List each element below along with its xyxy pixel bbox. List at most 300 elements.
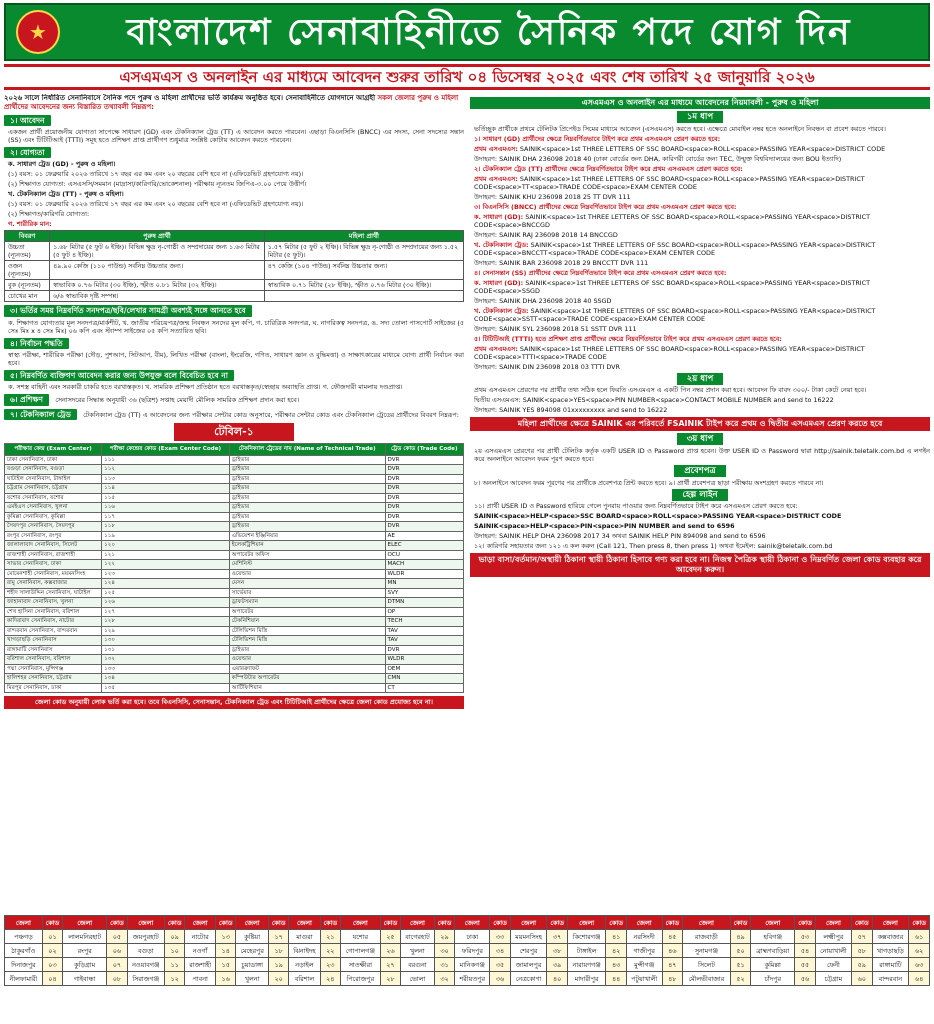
exam-cell: DVR xyxy=(385,484,463,494)
table-row xyxy=(5,636,464,646)
district-code-note: জেলা কোড অনুযায়ী লোক ভর্তি করা হবে। তবে বিএনসিসি, সেনাসন্তান, টেকনিক্যাল ট্রেড এবং টিটিটিআই প্রার্থীদের ক্ষেত্রে জেলা কোড প্রযোজ্য হবে না। xyxy=(4,696,464,708)
exam-cell: ১২৩ xyxy=(102,569,230,579)
exam-cell: টেলিভিশন মিস্ত্রি xyxy=(229,626,385,636)
exam-cell: DVR xyxy=(385,465,463,475)
district-code: ০৫ xyxy=(107,930,127,944)
exam-cell: ১১৭ xyxy=(102,512,230,522)
table-row xyxy=(5,493,464,503)
eligibility-tt-age: (১) বয়স: ০১ ফেব্রুয়ারি ২০২৬ তারিখে ১৭ বছর এর কম এবং ২০ বছরের বেশি হবে না (এফিডেভিট গ্রহণযোগ্য নয়)। xyxy=(8,200,304,209)
district-name: রংপুর xyxy=(63,944,107,958)
district-name: লক্ষ্মীপুর xyxy=(815,930,851,944)
district-name: বগুড়া xyxy=(127,944,164,958)
exam-cell: এয়ারক্র্যাফট xyxy=(229,664,385,674)
exam-cell: ১১১ xyxy=(102,455,230,465)
district-code: ৩৪ xyxy=(490,944,510,958)
phys-cell: ১.৫৭ মিটার (৫ ফুট ২ ইঞ্চি)। বিভিন্ন ক্ষুদ্র নৃ-গোষ্ঠী ও সম্প্রদায়ের জন্য ১.৫২ মিটার (৫ ফুট)। xyxy=(264,242,463,261)
district-name: পিরোজপুর xyxy=(341,972,381,986)
district-code: ৪১ xyxy=(606,930,626,944)
address-note: ভাড়া বাসা/বর্তমান/অস্থায়ী ঠিকানা স্থায়ী ঠিকানা হিসাবে গণ্য করা হবে না। নিজস্ব পৈত্রিক স্থায়ী ঠিকানা ও নিম্নবর্ণিত জেলা কোড ব্যবহার করে আবেদন করুন। xyxy=(470,553,930,577)
ss-tt-sms-format: খ. টেকনিক্যাল ট্রেড: SAINIK<space>1st THREE LETTERS OF SSC BOARD<space>ROLL<space>PASSING YEAR<space>DISTRICT CODE<space>SSTT<space>TRADE CODE<space>EXAM CENTER CODE xyxy=(474,306,876,323)
physical-standard-table xyxy=(4,230,464,302)
section-title: ২। যোগ্যতা xyxy=(4,147,51,158)
phys-head: বিবরণ xyxy=(5,231,50,242)
section-text: সেনাসদরের সিদ্ধান্ত অনুযায়ী ৩৬ (ছত্রিশ) সপ্তাহ মেয়াদী মৌলিক সামরিক প্রশিক্ষণ প্রদান করা হবে। xyxy=(55,396,300,405)
district-name: শরীয়তপুর xyxy=(455,972,490,986)
tt-example: উদাহরণ: SAINIK KHU 236098 2018 25 TT DVR 111 xyxy=(474,192,631,201)
district-name: পাবনা xyxy=(185,972,216,986)
exam-cell: ১৩৩ xyxy=(102,664,230,674)
phys-cell: উচ্চতা (ন্যূনতম) xyxy=(5,242,50,261)
district-code: ২৬ xyxy=(380,944,400,958)
district-head-name: জেলা xyxy=(455,916,490,930)
district-name: নরসিংদী xyxy=(626,930,662,944)
district-name: সিরাজগঞ্জ xyxy=(127,972,164,986)
phys-cell xyxy=(264,291,463,302)
exam-cell: রাজশাহী সেনানিবাস, রাজশাহী xyxy=(5,550,102,560)
exam-cell: ১৩১ xyxy=(102,645,230,655)
district-code: ৪৮ xyxy=(662,972,682,986)
district-name: জয়পুরহাট xyxy=(127,930,164,944)
ss-sms-format: ক. সাধারণ (GD): SAINIK<space>1st THREE LETTERS OF SSC BOARD<space>ROLL<space>PASSING YEAR<space>DISTRICT CODE<space>SSGD xyxy=(474,278,871,295)
exam-head: পরীক্ষার কেন্দ্র (Exam Center) xyxy=(5,443,102,455)
district-code: ৫৬ xyxy=(795,972,815,986)
admit-card-heading: প্রবেশপত্র xyxy=(470,466,930,477)
section-application xyxy=(4,115,464,144)
district-head-name: জেলা xyxy=(626,916,662,930)
district-head-name: জেলা xyxy=(567,916,606,930)
district-name: গোপালগঞ্জ xyxy=(341,944,381,958)
district-code: ২৯ xyxy=(434,930,454,944)
table-row xyxy=(5,512,464,522)
exam-cell: টেলিভিশন মিস্ত্রি xyxy=(229,636,385,646)
exam-cell: ওয়েল্ডার xyxy=(229,569,385,579)
exam-cell: ঘাটাইল সেনানিবাস, টাঙ্গাইল xyxy=(5,474,102,484)
bncc-title: ৩। বিএনসিসি (BNCC) প্রার্থীদের ক্ষেত্রে নিম্নবর্ণিতভাবে টাইপ করে প্রথম এসএমএস প্রেরণ করতে হবে: xyxy=(474,202,737,211)
table-row xyxy=(5,617,464,627)
phys-row xyxy=(5,242,464,261)
district-code: ১১ xyxy=(164,958,184,972)
district-code: ১৫ xyxy=(215,958,235,972)
exam-cell: আর্টিফিশিয়ান xyxy=(229,683,385,693)
district-code: ২১ xyxy=(320,930,340,944)
physical-standard-title: গ. শারীরিক মান: xyxy=(8,220,52,229)
left-column xyxy=(4,94,464,912)
district-head-code: কোড xyxy=(268,916,288,930)
eligibility-tt: খ. টেকনিক্যাল ট্রেড (TT) - পুরুষ ও মহিলা। xyxy=(8,190,124,199)
exam-cell: ১১৬ xyxy=(102,503,230,513)
gd-example: উদাহরণ: SAINIK DHA 236098 2018 40 (ঢাকা বোর্ডের জন্য DHA, কারিগরী বোর্ডের জন্য TEC, উন্মুক্ত বিশ্ববিদ্যালয়ের জন্য BOU ইত্যাদি) xyxy=(474,154,842,163)
district-head-name: জেলা xyxy=(751,916,795,930)
exam-center-table xyxy=(4,443,464,694)
district-name: ফরিদপুর xyxy=(455,944,490,958)
district-name: নওগাঁ xyxy=(185,944,216,958)
female-note: মহিলা প্রার্থীদের ক্ষেত্রে SAINIK এর পরিবর্তে FSAINIK টাইপ করে প্রথম ও দ্বিতীয় এসএমএস প্রেরণ করতে হবে xyxy=(470,417,930,431)
exam-cell: TAV xyxy=(385,626,463,636)
district-name: কিশোরগঞ্জ xyxy=(567,930,606,944)
district-code: ১৯ xyxy=(268,958,288,972)
table-row xyxy=(5,683,464,693)
exam-cell: রাঙ্গামাটি সেনানিবাস xyxy=(5,645,102,655)
exam-head: টেকনিক্যাল ট্রেডের নাম (Name of Technical Trade) xyxy=(229,443,385,455)
section-text: ক. সশস্ত্র বাহিনী এবং সরকারী চাকরি হতে বরখাস্তকৃত। খ. সামরিক প্রশিক্ষণ প্রতিষ্ঠান হতে বরখাস্তকৃত/স্বেচ্ছায় অব্যাহতি প্রাপ্ত। গ. ফৌজদারী মামলায় দণ্ডপ্রাপ্ত। xyxy=(8,383,403,392)
phys-cell: ওজন (ন্যূনতম) xyxy=(5,261,50,280)
district-head-name: জেলা xyxy=(236,916,269,930)
exam-cell: ১১৫ xyxy=(102,493,230,503)
district-name: কুমিল্লা xyxy=(751,958,795,972)
exam-cell: DVR xyxy=(385,512,463,522)
phys-row xyxy=(5,280,464,291)
exam-cell: ১১৯ xyxy=(102,531,230,541)
district-code: ০৬ xyxy=(107,944,127,958)
exam-cell: ১২০ xyxy=(102,541,230,551)
district-name: চট্টগ্রাম xyxy=(815,972,851,986)
columns xyxy=(4,94,930,912)
exam-cell: ড্রাইভার xyxy=(229,484,385,494)
table-row xyxy=(5,655,464,665)
district-code: ৩৫ xyxy=(490,958,510,972)
exam-cell: ১২৮ xyxy=(102,617,230,627)
phase-2-heading: ২য় ধাপ xyxy=(470,374,930,385)
ttti-sms-format: প্রথম এসএমএস: SAINIK<space>1st THREE LETTERS OF SSC BOARD<space>ROLL<space>PASSING YEAR<space>DISTRICT CODE<space>TTTI<space>TRADE CODE xyxy=(474,344,865,361)
district-name: জামালপুর xyxy=(510,958,547,972)
exam-cell: WLDR xyxy=(385,569,463,579)
district-code: ০৩ xyxy=(42,958,62,972)
exam-cell: TECH xyxy=(385,617,463,627)
district-head-code: কোড xyxy=(320,916,340,930)
district-code: ১৪ xyxy=(215,944,235,958)
district-name: কক্সবাজার xyxy=(872,930,909,944)
exam-cell: ELEC xyxy=(385,541,463,551)
table-row xyxy=(5,465,464,475)
exam-cell: সাভার সেনানিবাস, ঢাকা xyxy=(5,560,102,570)
district-head-code: কোড xyxy=(434,916,454,930)
district-code: ২৫ xyxy=(380,930,400,944)
phys-head: মহিলা প্রার্থী xyxy=(264,231,463,242)
district-head-name: জেলা xyxy=(127,916,164,930)
exam-cell: DVR xyxy=(385,503,463,513)
table-row xyxy=(5,588,464,598)
district-code: ৬২ xyxy=(909,944,930,958)
district-name: মাদারীপুর xyxy=(567,972,606,986)
exam-cell: MN xyxy=(385,579,463,589)
exam-cell: ১৩৫ xyxy=(102,683,230,693)
district-code: ২০ xyxy=(268,972,288,986)
district-row xyxy=(5,972,930,986)
district-name: সাতক্ষীরা xyxy=(341,958,381,972)
table-row xyxy=(5,503,464,513)
exam-cell: মেশিনিস্ট xyxy=(229,560,385,570)
table-row xyxy=(5,474,464,484)
district-head-name: জেলা xyxy=(510,916,547,930)
exam-cell: টেকনিশিয়ান xyxy=(229,617,385,627)
table-row xyxy=(5,598,464,608)
exam-cell: সার্ভেয়ার xyxy=(229,588,385,598)
exam-cell: কুমিল্লা সেনানিবাস, কুমিল্লা xyxy=(5,512,102,522)
exam-cell: ১২৭ xyxy=(102,607,230,617)
district-code: ৫২ xyxy=(730,972,750,986)
section-technical xyxy=(4,409,464,420)
district-code: ৪৫ xyxy=(662,930,682,944)
district-code: ৫৯ xyxy=(852,958,872,972)
district-head-name: জেলা xyxy=(401,916,435,930)
exam-cell: ১৩০ xyxy=(102,636,230,646)
exam-cell: ১২৪ xyxy=(102,579,230,589)
ttti-title: ৫। টিটিটিআই (TTTI) হতে প্রশিক্ষণ প্রাপ্ত প্রার্থীদের ক্ষেত্রে নিম্নবর্ণিতভাবে টাইপ করে প্রথম এসএমএস প্রেরণ করতে হবে: xyxy=(474,334,782,343)
phys-cell: ৬/৬ স্বাভাবিক দৃষ্টি সম্পন্ন। xyxy=(50,291,265,302)
district-code: ১৮ xyxy=(268,944,288,958)
helpline-sms-1: SAINIK<space>HELP<space>SSC BOARD<space>ROLL<space>PASSING YEAR<space>DISTRICT CODE xyxy=(474,512,842,521)
district-name: খুলনা xyxy=(236,972,269,986)
helpline-heading: হেল্প লাইন xyxy=(470,490,930,501)
district-code: ৪৪ xyxy=(606,972,626,986)
district-code: ৪২ xyxy=(606,944,626,958)
section-text: ক. শিক্ষাগত যোগ্যতার মূল সনদপত্র/মার্কশীট, খ. জাতীয় পরিচয়পত্র/জন্ম নিবন্ধন সনদের মূল কপি, গ. চারিত্রিক সনদপত্র, ঘ. নাগরিকত্ব সনদপত্র, ঙ. সদ্য তোলা পাসপোর্ট সাইজের (৫ সেঃ মিঃ x ৪ সেঃ মিঃ) ০৬ কপি এবং স্ট্যাম্প সাইজের ০৫ কপি সত্যায়িত ছবি। xyxy=(8,318,464,335)
district-name: ময়মনসিংহ xyxy=(510,930,547,944)
district-head-code: কোড xyxy=(730,916,750,930)
district-code: ৪৩ xyxy=(606,958,626,972)
district-name: খাগড়াছড়ি xyxy=(872,944,909,958)
district-name: কুষ্টিয়া xyxy=(236,930,269,944)
district-name: রাঙ্গামাটি xyxy=(872,958,909,972)
district-name: রাজবাড়ী xyxy=(683,930,731,944)
exam-cell: কাদিরাবাদ সেনানিবাস, নাটোর xyxy=(5,617,102,627)
district-name: পঞ্চগড় xyxy=(5,930,43,944)
district-code: ২৪ xyxy=(320,972,340,986)
district-code: ২৩ xyxy=(320,958,340,972)
exam-cell: ১৩৪ xyxy=(102,674,230,684)
exam-cell: বান্দরবান সেনানিবাস, বান্দরবান xyxy=(5,626,102,636)
district-name: কুড়িগ্রাম xyxy=(63,958,107,972)
admit-card-text: ৮। অনলাইনে আবেদন ফরম পূরণের পর প্রার্থীকে প্রবেশপত্র প্রিন্ট করতে হবে। ৯। প্রার্থী প্রবেশপত্র ছাড়া পরীক্ষায় অংশগ্রহণ করতে পারবে না। xyxy=(474,478,824,487)
exam-cell: পদ্মা সেনানিবাস, মুন্সিগঞ্জ xyxy=(5,664,102,674)
exam-cell: রংপুর সেনানিবাস, রংপুর xyxy=(5,531,102,541)
exam-cell: ওয়েল্ডার xyxy=(229,655,385,665)
helpline-sms-2: SAINIK<space>HELP<space>PIN<space>PIN NUMBER and send to 6596 xyxy=(474,522,735,531)
section-text: একজন প্রার্থী প্রয়োজনীয় যোগ্যতা সাপেক্ষে সাধারণ (GD) এবং টেকনিক্যাল ট্রেড (TT) এ আবেদন করতে পারবেন। এছাড়া বিএনসিসি (BNCC) এর সদস্য, সেনা সদস্যের সন্তান (SS) এবং টিটিটিআই (TTTI) সমূহ হতে প্রশিক্ষণ প্রাপ্ত প্রার্থীগণ শুধুমাত্র সংশ্লিষ্ট কোটায় আবেদন করতে পারবেন। xyxy=(8,127,464,144)
section-eligibility xyxy=(4,147,464,302)
exam-cell: CMN xyxy=(385,674,463,684)
phys-row xyxy=(5,291,464,302)
district-code: ৫৭ xyxy=(852,930,872,944)
district-code: ৫৩ xyxy=(795,930,815,944)
district-name: বরগুনা xyxy=(401,958,435,972)
table-row xyxy=(5,645,464,655)
exam-cell: SVY xyxy=(385,588,463,598)
district-head-code: কোড xyxy=(606,916,626,930)
district-code: ১৬ xyxy=(215,972,235,986)
phys-cell: ৪৭ কেজি (১০৪ পাউন্ড) সর্বনিম্ন উচ্চতার জন্য। xyxy=(264,261,463,280)
header-banner xyxy=(4,3,930,61)
district-code: ০৯ xyxy=(164,930,184,944)
district-code: ৩৬ xyxy=(490,972,510,986)
district-code: ৬০ xyxy=(852,972,872,986)
table-row xyxy=(5,522,464,532)
table-row xyxy=(5,531,464,541)
helpline-call: ১২। কারিগরি সহায়তার জন্য ১২১ এ কল করুন (Call 121, Then press 8, then press 1) অথবা ইমেইল: sainik@teletalk.com.bd xyxy=(474,542,833,551)
helpline-example: উদাহরণ: SAINIK HELP DHA 236098 2017 34 অথবা SAINIK HELP PIN 894098 and send to 6596 xyxy=(474,532,766,541)
tt-sms-format: প্রথম এসএমএস: SAINIK<space>1st THREE LETTERS OF SSC BOARD<space>ROLL<space>PASSING YEAR<space>DISTRICT CODE<space>TT<space>TRADE CODE<space>EXAM CENTER CODE xyxy=(474,174,865,191)
table-row xyxy=(5,607,464,617)
district-name: টাঙ্গাইল xyxy=(567,944,606,958)
phase-2-example: উদাহরণ: SAINIK YES 894098 01xxxxxxxxx and send to 16222 xyxy=(474,406,668,415)
exam-cell: ১১৮ xyxy=(102,522,230,532)
district-code: ৩১ xyxy=(434,958,454,972)
district-name: ফেনী xyxy=(815,958,851,972)
district-head-code: কোড xyxy=(164,916,184,930)
phys-cell: বুক (ন্যূনতম) xyxy=(5,280,50,291)
district-name: ভোলা xyxy=(401,972,435,986)
district-code: ৩০ xyxy=(434,944,454,958)
district-code: ৬৪ xyxy=(909,972,930,986)
district-head-name: জেলা xyxy=(872,916,909,930)
district-name: মাগুরা xyxy=(289,930,320,944)
exam-cell: DTMN xyxy=(385,598,463,608)
exam-cell: মোমেনশাহী সেনানিবাস, ময়মনসিংহ xyxy=(5,569,102,579)
ss-example: উদাহরণ: SAINIK DHA 236098 2018 40 SSGD xyxy=(474,296,612,305)
exam-cell: TAV xyxy=(385,636,463,646)
table-row xyxy=(5,626,464,636)
district-code: ৫৮ xyxy=(852,944,872,958)
table-row xyxy=(5,569,464,579)
table-row xyxy=(5,579,464,589)
district-head-code: কোড xyxy=(909,916,930,930)
district-code: ৪৬ xyxy=(662,944,682,958)
district-code: ০২ xyxy=(42,944,62,958)
exam-cell: ড্রাইভার xyxy=(229,493,385,503)
headline: বাংলাদেশ সেনাবাহিনীতে সৈনিক পদে যোগ দিন xyxy=(126,10,852,53)
exam-cell: শহীদ সালাউদ্দিন সেনানিবাস, ঘাটাইল xyxy=(5,588,102,598)
district-code: ০১ xyxy=(42,930,62,944)
district-code: ৫৪ xyxy=(795,944,815,958)
exam-cell: ড্রাইভার xyxy=(229,503,385,513)
eligibility-tt-edu: (২) শিক্ষাগত/কারিগরি যোগ্যতা: xyxy=(8,210,90,219)
district-code: ১২ xyxy=(164,972,184,986)
district-head-code: কোড xyxy=(380,916,400,930)
table-row xyxy=(5,674,464,684)
right-column xyxy=(470,94,930,912)
district-name: রাজশাহী xyxy=(185,958,216,972)
exam-cell: খাগড়াছড়ি সেনানিবাস xyxy=(5,636,102,646)
exam-cell: ড্রাফটসম্যান xyxy=(229,598,385,608)
eligibility-gd-age: (১) বয়স: ০১ ফেব্রুয়ারি ২০২৬ তারিখে ১৭ বছর এর কম এবং ২০ বছরের বেশি হবে না (এফিডেভিট গ্রহণযোগ্য নয়)। xyxy=(8,170,304,179)
exam-cell: জাহানাবাদ সেনানিবাস, খুলনা xyxy=(5,598,102,608)
tt-title: ২। টেকনিক্যাল ট্রেড (TT) প্রার্থীদের ক্ষেত্রে নিম্নবর্ণিতভাবে টাইপ করে প্রথম এসএমএস প্রেরণ করতে হবে: xyxy=(474,164,743,173)
district-name: নেত্রকোণা xyxy=(510,972,547,986)
district-head-code: কোড xyxy=(215,916,235,930)
exam-cell: ১৩২ xyxy=(102,655,230,665)
district-head-code: কোড xyxy=(795,916,815,930)
district-code: ৫০ xyxy=(730,944,750,958)
exam-cell: OEM xyxy=(385,664,463,674)
district-head-name: জেলা xyxy=(185,916,216,930)
district-head-code: কোড xyxy=(42,916,62,930)
section-title: ৫। নিম্নবর্ণিত ব্যক্তিগণ আবেদন করার জন্য উপযুক্ত বলে বিবেচিত হবে না xyxy=(4,370,234,381)
district-code: ৫৫ xyxy=(795,958,815,972)
district-code: ৪৯ xyxy=(730,930,750,944)
exam-cell: OP xyxy=(385,607,463,617)
exam-cell: DVR xyxy=(385,493,463,503)
bncc-sms-format: ক. সাধারণ (GD): SAINIK<space>1st THREE LETTERS OF SSC BOARD<space>ROLL<space>PASSING YEAR<space>DISTRICT CODE<space>BNCCGD xyxy=(474,212,871,229)
district-code: ০৭ xyxy=(107,958,127,972)
eligibility-gd-edu: (২) শিক্ষাগত যোগ্যতা: এসএসসি/সমমান (মাদ্রাসা/কারিগরি/ভোকেশনাল) পরীক্ষায় ন্যূনতম জিপিএ-৩.০০ পেয়ে উত্তীর্ণ। xyxy=(8,180,307,189)
district-code: ৪০ xyxy=(547,972,567,986)
phys-row xyxy=(5,261,464,280)
exam-cell: DVR xyxy=(385,455,463,465)
district-code: ০৮ xyxy=(107,972,127,986)
district-name: নওয়াবগঞ্জ xyxy=(127,958,164,972)
district-name: চাঁদপুর xyxy=(751,972,795,986)
helpline-text: ১১। প্রার্থী USER ID ও Password হারিয়ে গেলে পুনরায় পাওয়ার জন্য নিম্নবর্ণিতভাবে টাইপ করে এসএমএস প্রেরণ করতে হবে: xyxy=(474,502,798,511)
ss-tt-example: উদাহরণ: SAINIK SYL 236098 2018 51 SSTT DVR 111 xyxy=(474,324,637,333)
district-code: ২৭ xyxy=(380,958,400,972)
district-head-name: জেলা xyxy=(289,916,320,930)
section-title: ৪। নির্বাচন পদ্ধতি xyxy=(4,338,69,349)
district-code: ৩৯ xyxy=(547,958,567,972)
table-row xyxy=(5,541,464,551)
district-row xyxy=(5,944,930,958)
district-code: ৬১ xyxy=(909,930,930,944)
exam-cell: অপারেটর xyxy=(229,607,385,617)
exam-cell: ১২১ xyxy=(102,550,230,560)
district-name: পটুয়াখালী xyxy=(626,972,662,986)
exam-cell: AE xyxy=(385,531,463,541)
section-title: ১। আবেদন xyxy=(4,115,51,126)
district-head-name: জেলা xyxy=(683,916,731,930)
phys-cell: ১.৬৮ মিটার (৫ ফুট ৬ ইঞ্চি)। বিভিন্ন ক্ষুদ্র নৃ-গোষ্ঠী ও সম্প্রদায়ের জন্য ১.৬৩ মিটার (৫ ফুট ৪ ইঞ্চি)। xyxy=(50,242,265,261)
district-name: গাইবান্ধা xyxy=(63,972,107,986)
bncc-example: উদাহরণ: SAINIK RAJ 236098 2018 14 BNCCGD xyxy=(474,230,618,239)
district-code: ৩৩ xyxy=(490,930,510,944)
district-name: ব্রাহ্মণবাড়িয়া xyxy=(751,944,795,958)
phase-1-text: ভর্তিচ্ছুক প্রার্থীকে প্রথমে টেলিটক প্রিপেইড সিমের মাধ্যমে আবেদন (এসএমএস) করতে হবে। এক্ষেত্রে মোবাইল নম্বর হতে অনলাইনে নিবন্ধন বা প্রবেশ করতে পারবে। xyxy=(474,124,886,133)
exam-cell: বরিশাল সেনানিবাস, বরিশাল xyxy=(5,655,102,665)
section-text: স্বাস্থ্য পরীক্ষা, শারীরিক পরীক্ষা (দৌড়, পুশআপ, সিটআপ, বীম), লিখিত পরীক্ষা (বাংলা, ইংরেজি, গণিত, সাধারণ জ্ঞান ও বুদ্ধিমত্তা) ও সাক্ষাৎকারের মাধ্যমে যোগ্য প্রার্থী নির্বাচন করা হবে। xyxy=(8,351,464,367)
section-documents xyxy=(4,305,464,334)
ss-title: ৪। সেনাসন্তান (SS) প্রার্থীদের ক্ষেত্রে নিম্নবর্ণিতভাবে টাইপ করে প্রথম এসএমএস প্রেরণ করতে হবে: xyxy=(474,268,727,277)
district-head-name: জেলা xyxy=(815,916,851,930)
district-head-code: কোড xyxy=(490,916,510,930)
phase-3-heading: ৩য় ধাপ xyxy=(470,434,930,445)
army-emblem-icon: ★ xyxy=(16,10,60,54)
district-name: বরিশাল xyxy=(289,972,320,986)
ttti-example: উদাহরণ: SAINIK DIN 236098 2018 03 TTTI DVR xyxy=(474,362,620,371)
phys-cell: স্বাভাবিক ০.৭৬ মিটার (৩০ ইঞ্চি), স্ফীত ০.৮১ মিটার (৩২ ইঞ্চি)। xyxy=(50,280,265,291)
phys-head: পুরুষ প্রার্থী xyxy=(50,231,265,242)
district-name: লালমনিরহাট xyxy=(63,930,107,944)
district-code: ৬৩ xyxy=(909,958,930,972)
district-head-code: কোড xyxy=(662,916,682,930)
district-code: ১৭ xyxy=(268,930,288,944)
exam-cell: মেসন xyxy=(229,579,385,589)
district-name: শেরপুর xyxy=(510,944,547,958)
section-title: ৬। প্রশিক্ষণ xyxy=(4,394,49,405)
exam-cell: ড্রাইভার xyxy=(229,522,385,532)
exam-cell: OCU xyxy=(385,550,463,560)
exam-cell: ড্রাইভার xyxy=(229,645,385,655)
exam-cell: ১২২ xyxy=(102,560,230,570)
district-name: হবিগঞ্জ xyxy=(751,930,795,944)
phys-cell: ৪৯.৯০ কেজি (১১০ পাউন্ড) সর্বনিম্ন উচ্চতার জন্য। xyxy=(50,261,265,280)
exam-head: ট্রেড কোড (Trade Code) xyxy=(385,443,463,455)
date-banner: এসএমএস ও অনলাইন এর মাধ্যমে আবেদন শুরুর তারিখ ০৪ ডিসেম্বর ২০২৫ এবং শেষ তারিখ ২৫ জানুয়ারি ২০২৬ xyxy=(4,64,930,90)
exam-cell: ১২৯ xyxy=(102,626,230,636)
phys-cell: চোখের মান xyxy=(5,291,50,302)
district-code: ১০ xyxy=(164,944,184,958)
district-head-name: জেলা xyxy=(63,916,107,930)
district-code-table xyxy=(4,915,930,986)
district-name: ঠাকুরগাঁও xyxy=(5,944,43,958)
district-name: নাটোর xyxy=(185,930,216,944)
